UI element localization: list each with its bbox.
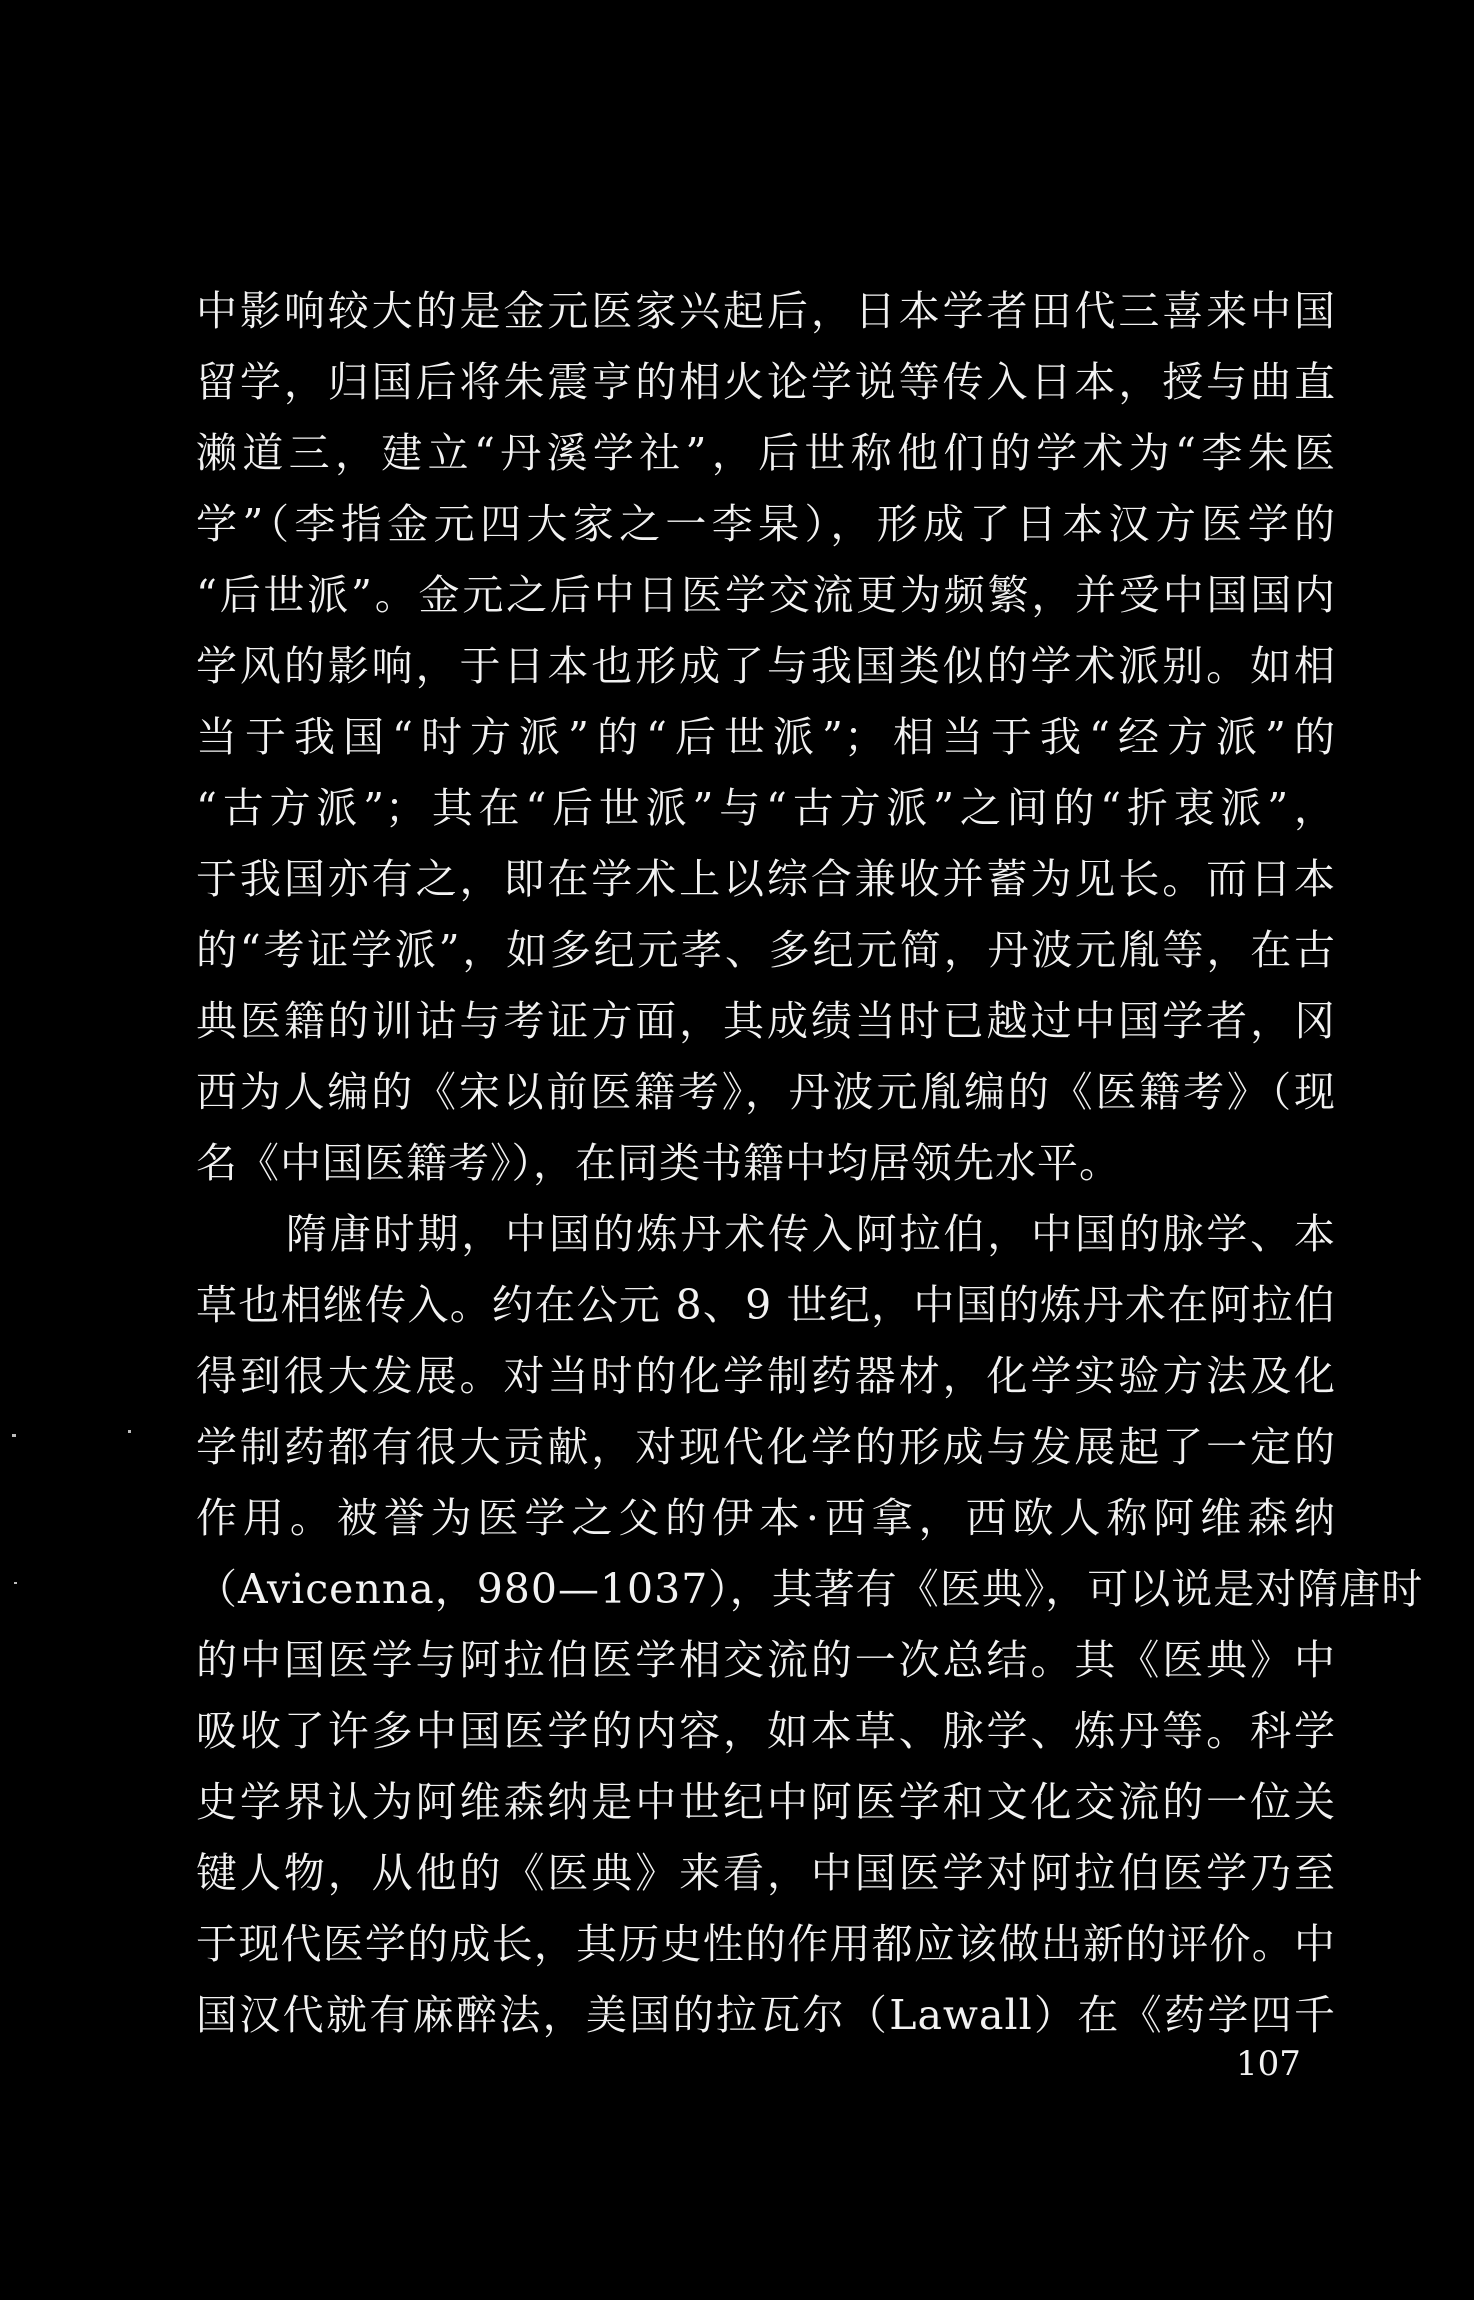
text-line: 的中国医学与阿拉伯医学相交流的一次总结。其《医典》中	[196, 1636, 1336, 1684]
text-line: 中影响较大的是金元医家兴起后，日本学者田代三喜来中国	[196, 287, 1336, 335]
text-line: 隋唐时期，中国的炼丹术传入阿拉伯，中国的脉学、本	[286, 1210, 1336, 1258]
text-line: 的“考证学派”，如多纪元孝、多纪元简，丹波元胤等，在古	[196, 926, 1336, 974]
text-line: 学”（李指金元四大家之一李杲），形成了日本汉方医学的	[196, 500, 1336, 548]
text-line: 作用。被誉为医学之父的伊本·西拿，西欧人称阿维森纳	[196, 1494, 1336, 1542]
text-line: 于我国亦有之，即在学术上以综合兼收并蓄为见长。而日本	[196, 855, 1336, 903]
page-number: 107	[1236, 2044, 1301, 2084]
text-line: 名《中国医籍考》），在同类书籍中均居领先水平。	[196, 1139, 1121, 1187]
text-line: “古方派”；其在“后世派”与“古方派”之间的“折衷派”，	[196, 784, 1336, 832]
scan-speck	[14, 1582, 17, 1584]
text-line: 史学界认为阿维森纳是中世纪中阿医学和文化交流的一位关	[196, 1778, 1336, 1826]
text-line: 当于我国“时方派”的“后世派”；相当于我“经方派”的	[196, 713, 1336, 761]
text-line: 国汉代就有麻醉法，美国的拉瓦尔（Lawall）在《药学四千	[196, 1991, 1336, 2039]
text-line: 典医籍的训诂与考证方面，其成绩当时已越过中国学者，冈	[196, 997, 1336, 1045]
text-line: 濑道三，建立“丹溪学社”，后世称他们的学术为“李朱医	[196, 429, 1336, 477]
text-line: 吸收了许多中国医学的内容，如本草、脉学、炼丹等。科学	[196, 1707, 1336, 1755]
text-line: 学风的影响，于日本也形成了与我国类似的学术派别。如相	[196, 642, 1336, 690]
scan-speck	[12, 1434, 16, 1437]
text-line: “后世派”。金元之后中日医学交流更为频繁，并受中国国内	[196, 571, 1336, 619]
text-line: 键人物，从他的《医典》来看，中国医学对阿拉伯医学乃至	[196, 1849, 1336, 1897]
text-line: 草也相继传入。约在公元 8、9 世纪，中国的炼丹术在阿拉伯	[196, 1281, 1336, 1329]
text-line: 得到很大发展。对当时的化学制药器材，化学实验方法及化	[196, 1352, 1336, 1400]
text-line: 学制药都有很大贡献，对现代化学的形成与发展起了一定的	[196, 1423, 1336, 1471]
text-line: 西为人编的《宋以前医籍考》，丹波元胤编的《医籍考》（现	[196, 1068, 1336, 1116]
text-line: 于现代医学的成长，其历史性的作用都应该做出新的评价。中	[196, 1920, 1336, 1968]
text-line: （Avicenna，980—1037），其著有《医典》，可以说是对隋唐时	[196, 1565, 1424, 1613]
text-line: 留学，归国后将朱震亨的相火论学说等传入日本，授与曲直	[196, 358, 1336, 406]
body-text	[196, 276, 1424, 2051]
scan-speck	[128, 1430, 131, 1433]
